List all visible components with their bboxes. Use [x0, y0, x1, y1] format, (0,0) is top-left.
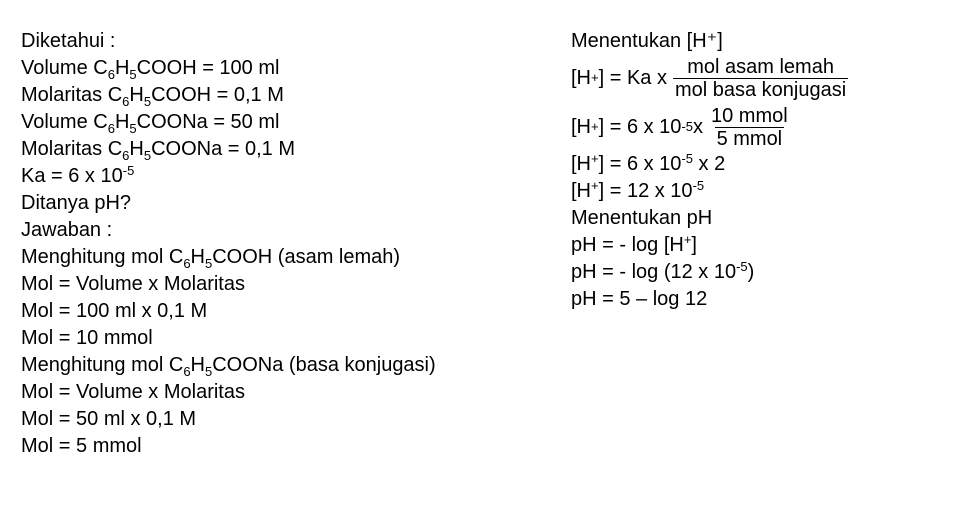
h-ion-result: [H+] = 12 x $10^{-5}$ [571, 178, 705, 202]
salt-molarity: Molaritas $C_6H_5COONa = 0,1$ M [21, 138, 295, 163]
ph-result: pH = 5 – log 12 [571, 288, 708, 310]
acid-mol-heading: Menghitung mol $C_6H_5COOH$ (asam lemah) [21, 246, 401, 271]
salt-mol-result: Mol = 5 mmol [21, 435, 142, 457]
salt-mol-formula: Mol = Volume x Molaritas [21, 381, 245, 403]
fraction-numerator: mol asam lemah [687, 55, 834, 78]
calculation-column [571, 28, 951, 313]
known-heading: Diketahui : [21, 30, 116, 52]
salt-mol-substitution: Mol = 50 ml x 0,1 M [21, 408, 197, 430]
fraction-denominator: mol basa konjugasi [674, 78, 847, 101]
h-ion-heading: Menentukan [H⁺] [571, 30, 723, 52]
fraction-denominator: 5 mmol [716, 127, 783, 150]
h-ion-formula: [H + ] = Ka x $\frac{\text{mol asam lemah}}{\text{mol basa konjugasi}}$ [571, 55, 847, 101]
acid-mol-formula: Mol = Volume x Molaritas [21, 273, 245, 295]
acid-mol-result: Mol = 10 mmol [21, 327, 153, 349]
h-ion-step: [H+] = 6 x $10^{-5}$ x 2 [571, 151, 726, 175]
known-data-column [21, 28, 541, 460]
salt-volume: Volume $C_6H_5COONa = 50$ ml [21, 111, 280, 136]
fraction-numerator: 10 mmol [711, 104, 788, 127]
ph-formula: pH = - log [H+] [571, 232, 697, 256]
mmol-ratio-fraction [709, 105, 790, 150]
answer-heading: Jawaban : [21, 219, 113, 241]
mol-ratio-fraction [673, 56, 848, 101]
acid-molarity: Molaritas $C_6H_5COOH = 0,1$ M [21, 84, 284, 109]
h-ion-substitution: [H + ] = 6 x 10 -5 x $\frac{\text{10 mmol}}{\text{5 mmol}}$ [571, 104, 788, 150]
acid-mol-substitution: Mol = 100 ml x 0,1 M [21, 300, 208, 322]
ka-value: Ka = 6 x $10^{-5}$ [21, 163, 135, 187]
ph-heading: Menentukan pH [571, 207, 713, 229]
acid-volume: Volume $C_6H_5COOH = 100$ ml [21, 57, 280, 82]
ph-substitution: pH = - log (12 x $10^{-5}$) [571, 259, 755, 283]
salt-mol-heading: Menghitung mol $C_6H_5COONa$ (basa konjugasi) [21, 354, 436, 379]
question: Ditanya pH? [21, 192, 132, 214]
